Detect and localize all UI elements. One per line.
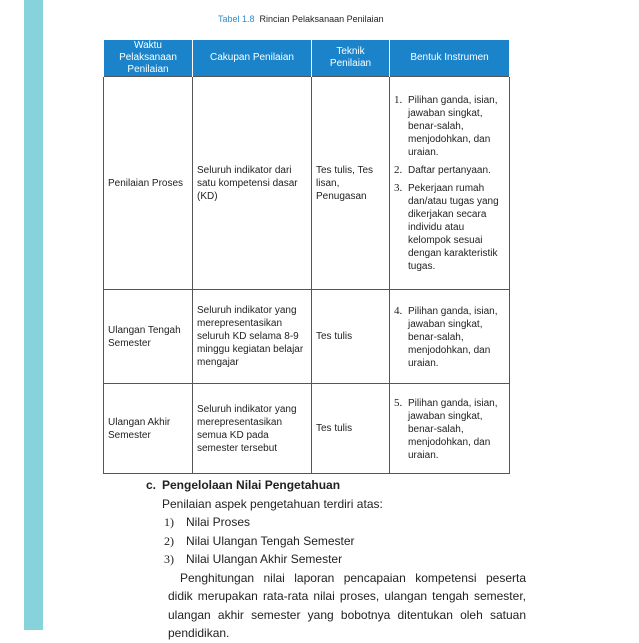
cell-cakupan: Seluruh indikator yang merepresentasikan semua KD pada semester tersebut [193, 384, 312, 474]
table-header-row [104, 40, 510, 77]
cell-waktu: Ulangan Akhir Semester [104, 384, 193, 474]
rincian-table [103, 39, 510, 474]
list-item [394, 305, 505, 370]
cell-waktu: Ulangan Tengah Semester [104, 290, 193, 384]
section-intro: Penilaian aspek pengetahuan terdiri atas: [162, 496, 383, 511]
paragraph-line: Penghitungan nilai laporan pencapaian kompetensi peserta [180, 570, 526, 585]
item-number: 3) [164, 552, 174, 566]
cell-waktu: Penilaian Proses [104, 77, 193, 290]
list-item [394, 94, 505, 159]
paragraph-line: ulangan akhir semester yang bobotnya ditentukan oleh satuan [168, 607, 526, 622]
instrument-list [394, 94, 505, 273]
cell-teknik: Tes tulis [312, 384, 390, 474]
section-pengelolaan [146, 476, 526, 643]
list-item [394, 164, 505, 177]
section-letter: c. [146, 478, 157, 492]
item-number: 2) [164, 533, 174, 548]
item-text: Pekerjaan rumah dan/atau tugas yang dikerjakan secara individu atau kelompok sesuai dengan karakteristik tugas. [408, 183, 499, 272]
item-text: Nilai Ulangan Akhir Semester [186, 552, 343, 566]
list-item [164, 513, 526, 532]
table-caption [218, 14, 384, 24]
item-text: Pilihan ganda, isian, jawaban singkat, benar-salah, menjodohkan, dan uraian. [408, 305, 498, 369]
instrument-list [394, 397, 505, 462]
item-text: Daftar pertanyaan. [408, 165, 491, 176]
cell-instrumen [390, 384, 510, 474]
header-cakupan: Cakupan Penilaian [193, 40, 312, 77]
section-heading [146, 476, 526, 495]
table-row [104, 384, 510, 474]
header-teknik: Teknik Penilaian [312, 40, 390, 77]
table-row [104, 290, 510, 384]
cell-instrumen [390, 290, 510, 384]
item-text: Nilai Proses [186, 515, 251, 529]
item-number: 4. [394, 304, 403, 317]
paragraph-line: didik merupakan rata-rata nilai proses, ulangan tengah semester, [168, 589, 526, 603]
header-waktu: Waktu Pelaksanaan Penilaian [104, 40, 193, 77]
item-text: Pilihan ganda, isian, jawaban singkat, benar-salah, menjodohkan, dan uraian. [408, 397, 498, 461]
cell-cakupan: Seluruh indikator yang merepresentasikan seluruh KD selama 8-9 minggu kegiatan belajar mengajar [193, 290, 312, 384]
list-item [394, 182, 505, 273]
table-row [104, 77, 510, 290]
item-text: Pilihan ganda, isian, jawaban singkat, benar-salah, menjodohkan, dan uraian. [408, 95, 498, 158]
table-caption-number: Tabel 1.8 [218, 14, 255, 24]
cell-teknik: Tes tulis, Tes lisan, Penugasan [312, 77, 390, 290]
cell-teknik: Tes tulis [312, 290, 390, 384]
item-text: Nilai Ulangan Tengah Semester [186, 533, 355, 548]
list-item [164, 550, 526, 569]
table-caption-title: Rincian Pelaksanaan Penilaian [259, 14, 384, 24]
list-item [164, 532, 526, 551]
section-title: Pengelolaan Nilai Pengetahuan [162, 478, 341, 492]
nilai-list [146, 513, 526, 569]
item-number: 1) [164, 515, 174, 529]
paragraph-line: pendidikan. [168, 626, 230, 640]
header-bentuk-instrumen: Bentuk Instrumen [390, 40, 510, 77]
section-paragraph [146, 569, 526, 643]
cell-cakupan: Seluruh indikator dari satu kompetensi dasar (KD) [193, 77, 312, 290]
instrument-list [394, 305, 505, 370]
item-number: 3. [394, 182, 403, 194]
page-side-strip [24, 0, 43, 630]
item-number: 5. [394, 396, 403, 409]
item-number: 1. [394, 94, 403, 106]
item-number: 2. [394, 164, 403, 176]
list-item [394, 397, 505, 462]
cell-instrumen [390, 77, 510, 290]
